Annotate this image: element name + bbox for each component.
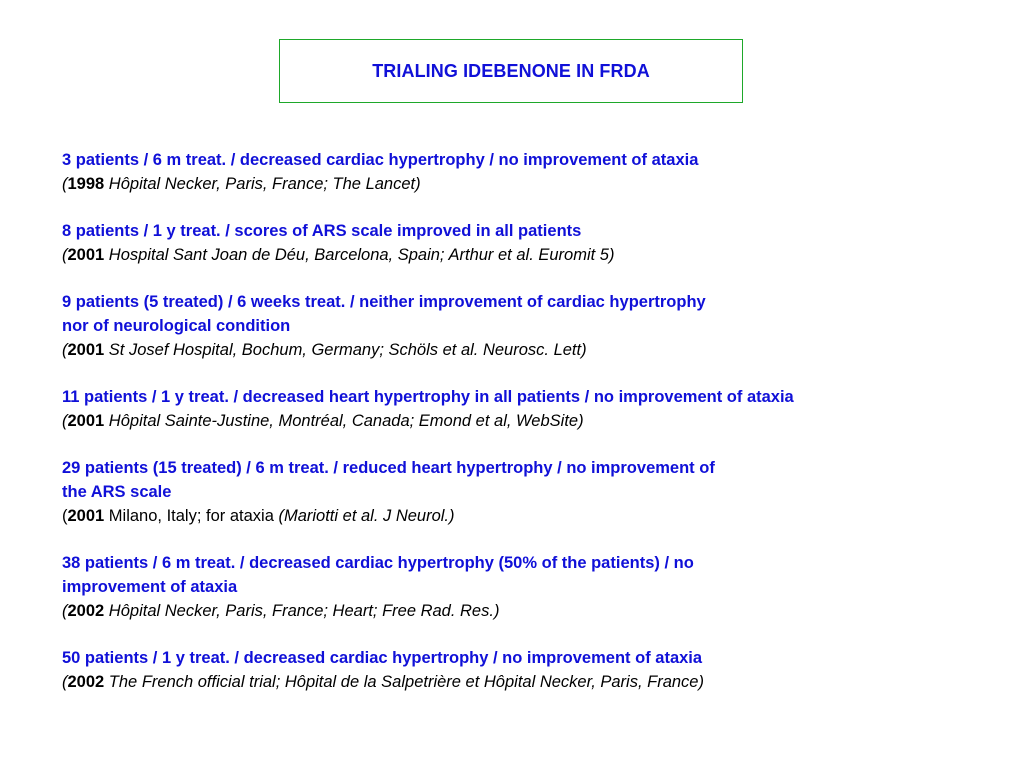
- ref-open-paren: (: [62, 246, 68, 264]
- slide-title: TRIALING IDEBENONE IN FRDA: [372, 60, 650, 81]
- trial-year: 2001: [67, 246, 105, 264]
- trial-entry: [62, 290, 1002, 362]
- ref-source: (Mariotti et al. J Neurol.): [278, 507, 455, 525]
- trial-entry: [62, 551, 1002, 623]
- trial-year: 2002: [67, 673, 105, 691]
- trial-entry: [62, 456, 1002, 528]
- trial-entry: [62, 646, 1002, 694]
- trial-reference: [62, 338, 1002, 362]
- trial-summary: 9 patients (5 treated) / 6 weeks treat. / neither improvement of cardiac hypertrophy nor of neurological condition: [62, 293, 706, 335]
- trial-year: 2001: [67, 341, 105, 359]
- title-box: [279, 39, 743, 103]
- ref-open-paren: (: [62, 412, 68, 430]
- trial-summary: 8 patients / 1 y treat. / scores of ARS scale improved in all patients: [62, 222, 582, 240]
- trial-reference: [62, 243, 1002, 267]
- ref-source: Hôpital Sainte-Justine, Montréal, Canada; Emond et al, WebSite): [104, 412, 584, 430]
- trial-year: 2001: [67, 507, 105, 525]
- trial-list: [62, 148, 1002, 717]
- trial-entry: [62, 148, 1002, 196]
- ref-open-paren: (: [62, 341, 68, 359]
- ref-open-paren: (: [62, 175, 68, 193]
- trial-reference: [62, 670, 1002, 694]
- ref-source: St Josef Hospital, Bochum, Germany; Schöls et al. Neurosc. Lett): [104, 341, 587, 359]
- ref-open-paren: (: [62, 602, 68, 620]
- trial-reference: [62, 409, 1002, 433]
- ref-source: Hôpital Necker, Paris, France; Heart; Free Rad. Res.): [104, 602, 500, 620]
- trial-year: 2002: [67, 602, 105, 620]
- trial-reference: [62, 172, 1002, 196]
- trial-summary: 38 patients / 6 m treat. / decreased cardiac hypertrophy (50% of the patients) / no improvement of ataxia: [62, 554, 694, 596]
- trial-summary: 29 patients (15 treated) / 6 m treat. / reduced heart hypertrophy / no improvement of the ARS scale: [62, 459, 715, 501]
- trial-reference: [62, 599, 1002, 623]
- trial-entry: [62, 219, 1002, 267]
- trial-reference: [62, 504, 1002, 528]
- ref-plain: Milano, Italy; for ataxia: [104, 507, 279, 525]
- trial-summary: 3 patients / 6 m treat. / decreased cardiac hypertrophy / no improvement of ataxia: [62, 151, 699, 169]
- ref-source: Hôpital Necker, Paris, France; The Lancet): [104, 175, 421, 193]
- trial-summary: 11 patients / 1 y treat. / decreased heart hypertrophy in all patients / no improvement of ataxia: [62, 388, 794, 406]
- ref-open-paren: (: [62, 507, 68, 525]
- trial-year: 1998: [67, 175, 105, 193]
- ref-source: The French official trial; Hôpital de la Salpetrière et Hôpital Necker, Paris, France): [104, 673, 704, 691]
- trial-entry: [62, 385, 1002, 433]
- ref-source: Hospital Sant Joan de Déu, Barcelona, Spain; Arthur et al. Euromit 5): [104, 246, 615, 264]
- trial-year: 2001: [67, 412, 105, 430]
- ref-open-paren: (: [62, 673, 68, 691]
- trial-summary: 50 patients / 1 y treat. / decreased cardiac hypertrophy / no improvement of ataxia: [62, 649, 703, 667]
